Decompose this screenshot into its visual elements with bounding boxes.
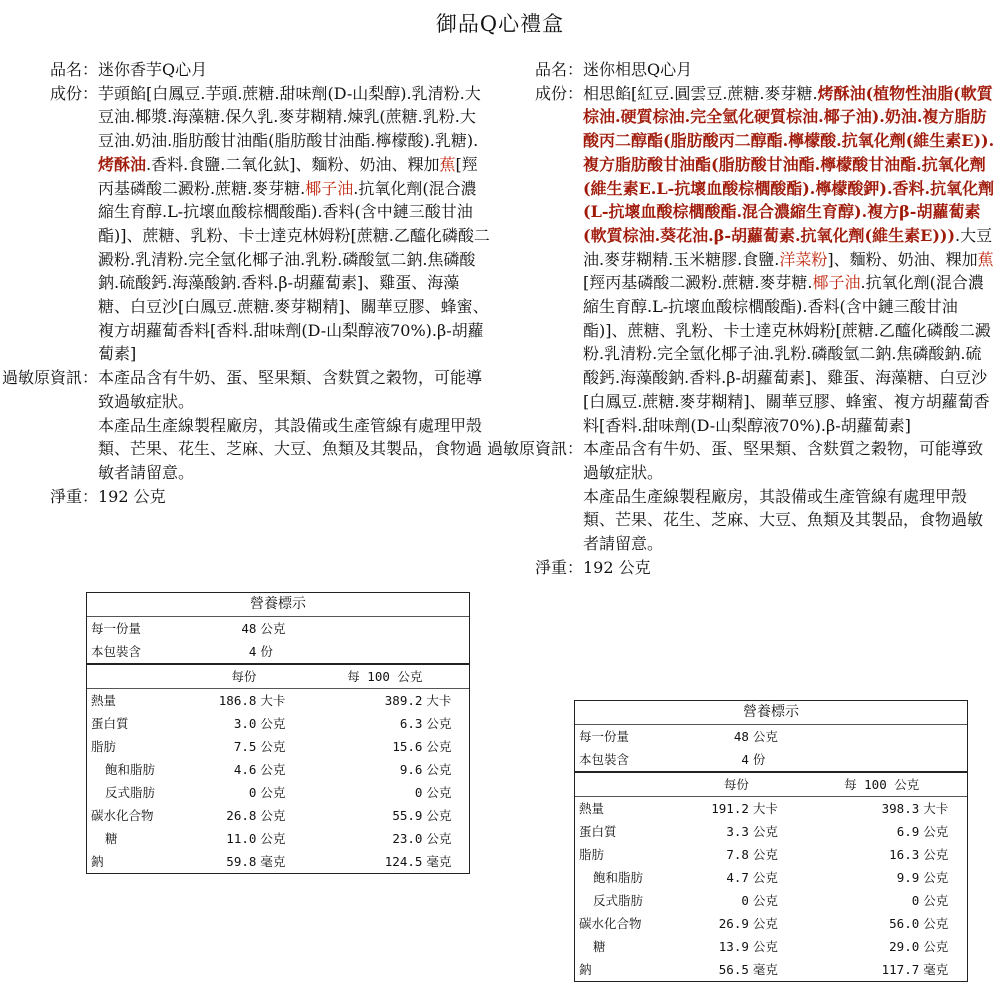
table-row xyxy=(575,797,967,821)
nutrient-per-serving: 59.8 xyxy=(226,854,257,869)
product-left xyxy=(0,58,500,508)
nutrient-per-serving: 0 xyxy=(741,893,749,908)
nutrient-name: 飽和脂肪 xyxy=(105,762,156,777)
nutrient-per-100g: 0 xyxy=(911,893,920,908)
ingredients-row xyxy=(478,82,1000,438)
table-row xyxy=(87,712,469,735)
nutrient-unit: 公克 xyxy=(923,893,949,908)
table-row xyxy=(87,735,469,758)
nutrient-name: 熱量 xyxy=(87,689,194,713)
table-row xyxy=(87,758,469,781)
product-name-row xyxy=(478,58,1000,82)
nutrient-per-serving: 191.2 xyxy=(685,797,751,821)
nutrient-per-100g: 9.6 xyxy=(399,762,423,777)
nutrient-per-100g: 6.3 xyxy=(399,716,423,731)
ingredients-text xyxy=(583,82,997,438)
nutrient-unit: 公克 xyxy=(426,808,452,823)
allergen-text-2: 本產品生產線製程廠房，其設備或生產管線有處理甲殼類、芒果、花生、芝麻、大豆、魚類及其製品，食物過敏者請留意。 xyxy=(583,486,984,554)
serving-value: 48 xyxy=(194,617,258,641)
allergen-text-1: 本產品含有牛奶、蛋、堅果類、含麩質之穀物，可能導致過敏症狀。 xyxy=(583,439,984,482)
serving-value: 48 xyxy=(685,725,751,749)
nutrient-per-100g: 117.7 xyxy=(881,962,920,977)
nutrient-name: 反式脂肪 xyxy=(105,785,156,800)
net-weight-row xyxy=(0,485,500,509)
nutrient-per-serving: 3.0 xyxy=(233,716,257,731)
nutrient-unit: 大卡 xyxy=(258,689,303,713)
nutrient-name: 蛋白質 xyxy=(91,716,129,731)
nutrient-unit: 大卡 xyxy=(751,797,797,821)
nutrient-unit: 公克 xyxy=(260,785,286,800)
pack-unit: 份 xyxy=(752,752,766,767)
table-row xyxy=(87,689,469,713)
ingredient-segment: [羥丙基磷酸二澱粉.蔗糖.麥芽糖. xyxy=(583,273,813,293)
nutrient-per-serving: 3.3 xyxy=(726,824,749,839)
allergen-label: 過敏原資訊： xyxy=(1,368,98,388)
nutrient-unit: 公克 xyxy=(752,824,778,839)
table-row xyxy=(575,843,967,866)
nutrient-per-100g: 389.2 xyxy=(303,689,424,713)
ingredients-text xyxy=(98,82,491,366)
allergen-text-1: 本產品含有牛奶、蛋、堅果類、含麩質之穀物，可能導致過敏症狀。 xyxy=(98,368,483,411)
nutrient-unit: 公克 xyxy=(260,808,286,823)
nutrient-unit: 公克 xyxy=(260,831,286,846)
allergen-row xyxy=(478,437,1000,556)
product-name-row xyxy=(0,58,500,82)
nutrient-unit: 公克 xyxy=(752,939,778,954)
nutrient-name: 蛋白質 xyxy=(579,824,617,839)
nutrient-per-serving: 26.9 xyxy=(718,916,749,931)
nutrient-per-100g: 55.9 xyxy=(392,808,423,823)
column-header-per-100g: 每 100 公克 xyxy=(797,772,922,797)
nutrient-unit: 公克 xyxy=(426,785,452,800)
nutrient-per-100g: 29.0 xyxy=(889,939,920,954)
nutrient-per-serving: 186.8 xyxy=(194,689,258,713)
nutrition-caption: 營養標示 xyxy=(743,704,799,720)
nutrient-per-100g: 15.6 xyxy=(392,739,423,754)
column-header-per-100g: 每 100 公克 xyxy=(303,664,424,689)
nutrient-unit: 公克 xyxy=(752,893,778,908)
table-row xyxy=(575,958,967,981)
nutrient-name: 糖 xyxy=(105,831,118,846)
nutrient-per-serving: 4.7 xyxy=(726,870,749,885)
nutrient-unit: 公克 xyxy=(923,916,949,931)
table-row xyxy=(575,912,967,935)
pack-value: 4 xyxy=(248,644,257,659)
nutrient-unit: 公克 xyxy=(260,762,286,777)
pack-value: 4 xyxy=(741,752,749,767)
ingredient-segment: .抗氧化劑(混合濃縮生育醇.L-抗壞血酸棕櫚酸酯).香料(含中鏈三酸甘油酯)]、蔗糖、乳粉、卡士達克林姆粉[蔗糖.乙醯化磷酸二澱粉.乳清粉.完全氫化椰子油.乳粉.磷酸氫二鈉.焦磷酸鈉.硫酸鈣.海藻酸鈉.香料.β-胡蘿蔔素]、雞蛋、海藻糖、白豆沙[白鳳豆.蔗糖.麥芽糊精]、關華豆膠、蜂蜜、複方胡蘿蔔香料[香料.甜味劑(D-山梨醇液70%).β-胡蘿蔔素] xyxy=(98,178,490,364)
product-name: 迷你香芋Q心月 xyxy=(98,60,208,79)
ingredient-segment: 烤酥油 xyxy=(98,154,147,174)
ingredients-row xyxy=(0,82,500,366)
column-header-per-serving: 每份 xyxy=(685,772,751,797)
nutrient-unit: 公克 xyxy=(923,939,949,954)
pack-label: 本包裝含 xyxy=(579,752,630,767)
nutrient-per-serving: 26.8 xyxy=(226,808,257,823)
pack-label: 本包裝含 xyxy=(91,644,142,659)
nutrient-per-serving: 7.8 xyxy=(726,847,749,862)
nutrient-name: 碳水化合物 xyxy=(91,808,154,823)
ingredient-segment: 椰子油 xyxy=(305,178,354,198)
nutrient-unit: 公克 xyxy=(752,870,778,885)
nutrient-unit: 公克 xyxy=(426,739,452,754)
nutrient-name: 碳水化合物 xyxy=(579,916,642,931)
ingredient-segment: [羥丙基磷酸二澱粉.蔗糖.麥芽糖. xyxy=(98,154,478,198)
ingredient-segment: 芋頭餡[白鳳豆.芋頭.蔗糖.甜味劑(D-山梨醇).乳清粉.大豆油.椰漿.海藻糖.保久乳.麥芽糊精.煉乳(蔗糖.乳粉.大豆油.奶油.脂肪酸甘油酯(脂肪酸甘油酯.檸檬酸).乳糖). xyxy=(98,83,481,151)
nutrient-per-serving: 4.6 xyxy=(233,762,257,777)
table-row xyxy=(87,781,469,804)
allergen-row xyxy=(0,366,500,485)
net-weight: 192 公克 xyxy=(98,486,166,506)
ingredient-segment: ]、麵粉、奶油、粿加 xyxy=(827,249,978,269)
nutrient-per-serving: 0 xyxy=(248,785,257,800)
ingredient-segment: .香料.食鹽.二氧化鈦]、麵粉、奶油、粿加 xyxy=(146,154,440,174)
table-row xyxy=(575,889,967,912)
ingredient-segment: 相思餡[紅豆.圓雲豆.蔗糖.麥芽糖. xyxy=(583,83,818,103)
net-weight-label: 淨重： xyxy=(49,486,98,506)
nutrient-per-100g: 16.3 xyxy=(889,847,920,862)
nutrient-unit: 公克 xyxy=(923,870,949,885)
net-weight-row xyxy=(478,556,1000,580)
nutrient-per-100g: 23.0 xyxy=(392,831,423,846)
table-row xyxy=(575,820,967,843)
table-row xyxy=(87,804,469,827)
nutrient-unit: 大卡 xyxy=(424,689,469,713)
nutrient-name: 熱量 xyxy=(575,797,685,821)
ingredient-segment: .大豆油.麥芽糊精.玉米糖膠.食鹽. xyxy=(583,225,993,269)
nutrient-unit: 毫克 xyxy=(923,962,949,977)
nutrient-per-100g: 56.0 xyxy=(889,916,920,931)
table-row xyxy=(87,827,469,850)
nutrient-unit: 公克 xyxy=(923,847,949,862)
nutrient-unit: 毫克 xyxy=(426,854,452,869)
nutrient-per-100g: 9.9 xyxy=(896,870,920,885)
ingredient-segment: 蕉 xyxy=(439,154,456,174)
ingredient-segment: 烤酥油(植物性油脂(軟質棕油.硬質棕油.完全氫化硬質棕油.椰子油).奶油.複方脂肪酸丙二醇酯(脂肪酸丙二醇酯.檸檬酸.抗氧化劑(維生素E)).複方脂肪酸甘油酯(脂肪酸甘油酯.檸檬酸甘油酯.抗氧化劑(維生素E.L-抗壞血酸棕櫚酸酯).檸檬酸鉀).香料.抗氧化劑(L-抗壞血酸棕櫚酸酯.混合濃縮生育醇).複方β-胡蘿蔔素(軟質棕油.葵花油.β-胡蘿蔔素.抗氧化劑(維生素E))) xyxy=(583,83,995,245)
nutrient-per-serving: 7.5 xyxy=(233,739,257,754)
table-row xyxy=(87,850,469,873)
nutrient-unit: 公克 xyxy=(260,739,286,754)
net-weight: 192 公克 xyxy=(583,557,651,577)
allergen-text-2: 本產品生產線製程廠房，其設備或生產管線有處理甲殼類、芒果、花生、芝麻、大豆、魚類及其製品，食物過敏者請留意。 xyxy=(98,415,483,482)
nutrient-name: 反式脂肪 xyxy=(593,893,644,908)
net-weight-label: 淨重： xyxy=(534,557,583,577)
nutrient-unit: 大卡 xyxy=(921,797,967,821)
pack-unit: 份 xyxy=(260,644,273,659)
page-title: 御品Q心禮盒 xyxy=(435,12,565,36)
table-row xyxy=(575,935,967,958)
ingredient-segment: 洋菜粉 xyxy=(779,249,828,269)
nutrient-unit: 公克 xyxy=(426,762,452,777)
nutrient-per-serving: 13.9 xyxy=(718,939,749,954)
table-row xyxy=(575,866,967,889)
nutrition-table-left xyxy=(86,592,470,874)
nutrient-name: 糖 xyxy=(593,939,606,954)
ingredient-segment: 椰子油 xyxy=(812,273,861,293)
serving-label: 每一份量 xyxy=(575,725,685,749)
nutrient-unit: 毫克 xyxy=(260,854,286,869)
nutrition-table-right xyxy=(574,700,968,982)
nutrient-name: 脂肪 xyxy=(91,739,117,754)
product-right xyxy=(478,58,1000,579)
nutrient-per-100g: 398.3 xyxy=(797,797,922,821)
nutrient-name: 飽和脂肪 xyxy=(593,870,644,885)
nutrient-name: 脂肪 xyxy=(579,847,605,862)
product-name-label: 品名： xyxy=(49,60,98,79)
nutrient-per-100g: 124.5 xyxy=(384,854,423,869)
column-header-per-serving: 每份 xyxy=(194,664,258,689)
serving-label: 每一份量 xyxy=(87,617,194,641)
nutrient-per-serving: 56.5 xyxy=(718,962,749,977)
allergen-label: 過敏原資訊： xyxy=(486,439,583,459)
nutrient-unit: 公克 xyxy=(426,716,452,731)
product-name: 迷你相思Q心月 xyxy=(583,60,693,79)
serving-unit: 公克 xyxy=(751,725,797,749)
nutrient-unit: 公克 xyxy=(923,824,949,839)
nutrient-unit: 公克 xyxy=(752,847,778,862)
nutrition-caption: 營養標示 xyxy=(250,596,306,612)
nutrient-unit: 公克 xyxy=(260,716,286,731)
nutrient-per-100g: 6.9 xyxy=(896,824,920,839)
nutrient-unit: 公克 xyxy=(752,916,778,931)
nutrient-per-serving: 11.0 xyxy=(226,831,257,846)
nutrient-unit: 毫克 xyxy=(752,962,778,977)
ingredient-segment: .抗氧化劑(混合濃縮生育醇.L-抗壞血酸棕櫚酸酯).香料(含中鏈三酸甘油酯)]、蔗糖、乳粉、卡士達克林姆粉[蔗糖.乙醯化磷酸二澱粉.乳清粉.完全氫化椰子油.乳粉.磷酸氫二鈉.焦磷酸鈉.硫酸鈣.海藻酸鈉.香料.β-胡蘿蔔素]、雞蛋、海藻糖、白豆沙[白鳳豆.蔗糖.麥芽糊精]、關華豆膠、蜂蜜、複方胡蘿蔔香料[香料.甜味劑(D-山梨醇液70%).β-胡蘿蔔素] xyxy=(583,273,991,435)
nutrient-name: 鈉 xyxy=(91,854,104,869)
serving-unit: 公克 xyxy=(258,617,303,641)
ingredients-label: 成份： xyxy=(49,83,98,103)
nutrient-unit: 公克 xyxy=(426,831,452,846)
nutrient-per-100g: 0 xyxy=(414,785,423,800)
ingredients-label: 成份： xyxy=(534,83,583,103)
product-name-label: 品名： xyxy=(534,60,583,79)
nutrient-name: 鈉 xyxy=(579,962,592,977)
ingredient-segment: 蕉 xyxy=(977,249,994,269)
